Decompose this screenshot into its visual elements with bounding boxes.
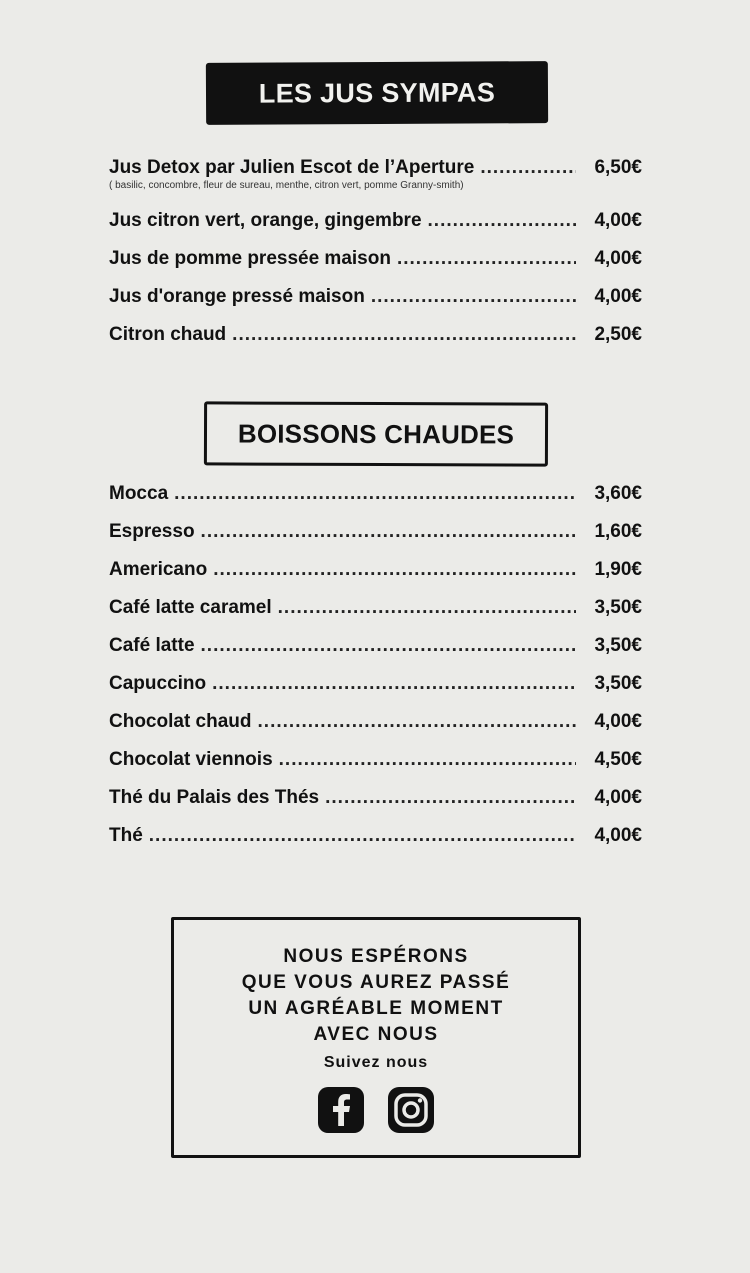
menu-item bbox=[109, 521, 642, 543]
footer-message-line: QUE VOUS AUREZ PASSÉ bbox=[241, 972, 511, 993]
leader-dots bbox=[212, 673, 576, 695]
leader-dots bbox=[174, 483, 576, 505]
item-name: Thé du Palais des Thés bbox=[109, 787, 320, 808]
item-ingredients-note: ( basilic, concombre, fleur de sureau, menthe, citron vert, pomme Granny-smith) bbox=[109, 180, 464, 191]
leader-dots bbox=[428, 210, 576, 232]
item-name: Chocolat viennois bbox=[109, 749, 273, 770]
item-price: 4,00€ bbox=[594, 711, 642, 732]
item-name: Mocca bbox=[109, 483, 169, 504]
leader-dots bbox=[258, 711, 576, 733]
item-price: 4,00€ bbox=[594, 286, 642, 307]
footer-message bbox=[174, 944, 578, 1048]
item-price: 6,50€ bbox=[594, 157, 642, 178]
leader-dots bbox=[480, 157, 576, 179]
section-title-boissons-text: BOISSONS CHAUDES bbox=[237, 418, 515, 449]
menu-item bbox=[109, 248, 642, 270]
item-price: 4,50€ bbox=[594, 749, 642, 770]
item-price: 3,50€ bbox=[594, 597, 642, 618]
social-links bbox=[174, 1086, 578, 1134]
menu-item bbox=[109, 324, 642, 346]
item-name: Jus Detox par Julien Escot de l’Aperture bbox=[109, 157, 475, 178]
menu-item bbox=[109, 787, 642, 809]
item-price: 4,00€ bbox=[594, 825, 642, 846]
leader-dots bbox=[232, 324, 576, 346]
leader-dots bbox=[325, 787, 576, 809]
item-price: 2,50€ bbox=[594, 324, 642, 345]
menu-item bbox=[109, 825, 642, 847]
item-price: 1,60€ bbox=[594, 521, 642, 542]
item-price: 4,00€ bbox=[594, 787, 642, 808]
item-price: 3,60€ bbox=[594, 483, 642, 504]
item-name: Americano bbox=[109, 559, 208, 580]
menu-item bbox=[109, 157, 642, 179]
item-price: 4,00€ bbox=[594, 248, 642, 269]
item-price: 3,50€ bbox=[594, 635, 642, 656]
leader-dots bbox=[279, 749, 576, 771]
leader-dots bbox=[397, 248, 576, 270]
item-name: Thé bbox=[109, 825, 143, 846]
item-name: Jus citron vert, orange, gingembre bbox=[109, 210, 422, 231]
section-title-boissons bbox=[204, 401, 548, 466]
leader-dots bbox=[201, 521, 576, 543]
leader-dots bbox=[149, 825, 576, 847]
menu-item bbox=[109, 673, 642, 695]
footer-message-line: UN AGRÉABLE MOMENT bbox=[248, 998, 504, 1019]
footer-message-line: AVEC NOUS bbox=[313, 1024, 439, 1045]
menu-item bbox=[109, 210, 642, 232]
footer-box bbox=[171, 917, 581, 1158]
menu-item bbox=[109, 635, 642, 657]
item-name: Café latte bbox=[109, 635, 195, 656]
menu-item bbox=[109, 597, 642, 619]
facebook-icon[interactable] bbox=[317, 1086, 365, 1134]
item-name: Chocolat chaud bbox=[109, 711, 252, 732]
footer-message-line: NOUS ESPÉRONS bbox=[283, 946, 469, 967]
item-price: 1,90€ bbox=[594, 559, 642, 580]
item-name: Capuccino bbox=[109, 673, 207, 694]
menu-item bbox=[109, 559, 642, 581]
section-title-jus-text: LES JUS SYMPAS bbox=[258, 76, 496, 109]
item-name: Espresso bbox=[109, 521, 195, 542]
leader-dots bbox=[278, 597, 576, 619]
leader-dots bbox=[371, 286, 576, 308]
leader-dots bbox=[201, 635, 576, 657]
item-price: 3,50€ bbox=[594, 673, 642, 694]
menu-item bbox=[109, 711, 642, 733]
follow-us-label: Suivez nous bbox=[323, 1054, 429, 1071]
item-price: 4,00€ bbox=[594, 210, 642, 231]
menu-item bbox=[109, 286, 642, 308]
section-title-jus bbox=[206, 61, 548, 125]
leader-dots bbox=[213, 559, 576, 581]
item-name: Jus de pomme pressée maison bbox=[109, 248, 391, 269]
item-name: Citron chaud bbox=[109, 324, 227, 345]
item-name: Jus d'orange pressé maison bbox=[109, 286, 365, 307]
instagram-icon[interactable] bbox=[387, 1086, 435, 1134]
item-name: Café latte caramel bbox=[109, 597, 272, 618]
menu-item bbox=[109, 483, 642, 505]
menu-item bbox=[109, 749, 642, 771]
